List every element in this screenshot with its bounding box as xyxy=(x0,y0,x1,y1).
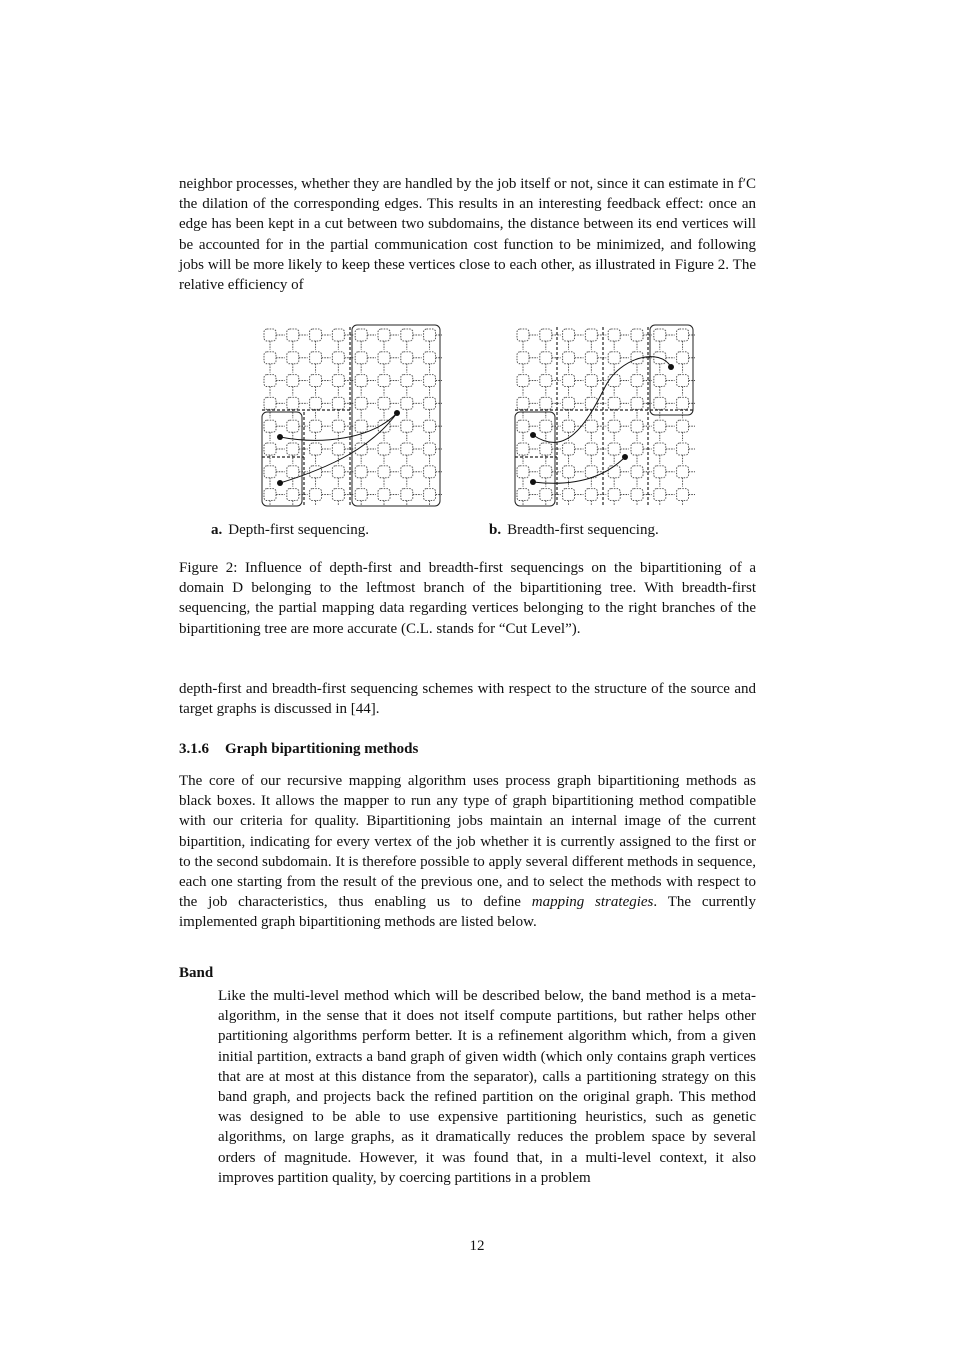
page-number: 12 xyxy=(469,1238,485,1254)
section-title: Graph bipartitioning methods xyxy=(225,741,419,757)
band-heading: Band xyxy=(179,965,214,981)
paragraph-3-tail: . The currently implemented graph bipartitioning methods are listed below. xyxy=(179,894,756,931)
paragraph-2: depth-first and breadth-first sequencing schemes with respect to the structure of the source and target graphs is discussed in [44]. xyxy=(179,681,756,718)
panel-b-breadth-first xyxy=(515,325,695,506)
subcaption-b xyxy=(489,522,659,539)
panel-a-depth-first xyxy=(262,325,442,506)
subcaption-b-text: Breadth-first sequencing. xyxy=(507,522,659,538)
figure-2-graphics xyxy=(179,322,756,517)
paragraph-3 xyxy=(179,771,756,933)
figure-caption: Figure 2: Influence of depth-first and breadth-first sequencings on the bipartitioning of a domain D belonging to the leftmost branch of the bipartitioning tree. With breadth-first sequencing, the partial mapping data regarding vertices belonging to the right branches of the bipartitioning tree are more accurate (C.L. stands for “Cut Level”). xyxy=(179,560,756,637)
band-description: Like the multi-level method which will be described below, the band method is a meta-algorithm, in the sense that it does not itself compute partitions, but rather helps other partitioning algorithms perform better. It is a refinement algorithm which, from a given initial partition, extracts a band graph of given width (which only contains graph vertices that are at most at this distance from the separator), calls a partitioning strategy on this band graph, and projects back the refined partition on the original graph. This method was designed to be able to use expensive partitioning heuristics, such as genetic algorithms, on large graphs, as it dramatically reduces the problem space by several orders of magnitude. However, it was found that, in a multi-level context, it also improves partition quality, by coercing partitions in a problem xyxy=(218,988,756,1186)
subcaption-b-label: b. xyxy=(489,522,502,538)
paragraph-1: neighbor processes, whether they are handled by the job itself or not, since it can estimate in f′C the dilation of the corresponding edges. This results in an interesting feedback effect: once an edge has been kept in a cut between two subdomains, the distance between its end vertices will be accounted for in the partial communication cost function to be minimized, and following jobs will be more likely to keep these vertices close to each other, as illustrated in Figure 2. The relative efficiency of xyxy=(179,176,756,294)
section-number: 3.1.6 xyxy=(179,741,209,757)
subcaption-a-label: a. xyxy=(211,522,223,538)
paragraph-3-text: The core of our recursive mapping algorithm uses process graph bipartitioning methods as black boxes. It allows the mapper to run any type of graph bipartitioning method compatible with our criteria for quality. Bipartitioning jobs maintain an internal image of the current bipartition, indicating for every vertex of the job whether it is currently assigned to the first or to the second subdomain. It is therefore possible to apply several different methods in sequence, each one starting from the result of the previous one, and to select the methods with respect to the job characteristics, thus enabling us to define xyxy=(179,773,756,911)
paragraph-3-emphasis: mapping strategies xyxy=(531,894,654,911)
section-heading xyxy=(179,741,418,758)
subcaption-a xyxy=(211,522,369,539)
figure-2 xyxy=(179,322,756,542)
subcaption-a-text: Depth-first sequencing. xyxy=(228,522,370,538)
